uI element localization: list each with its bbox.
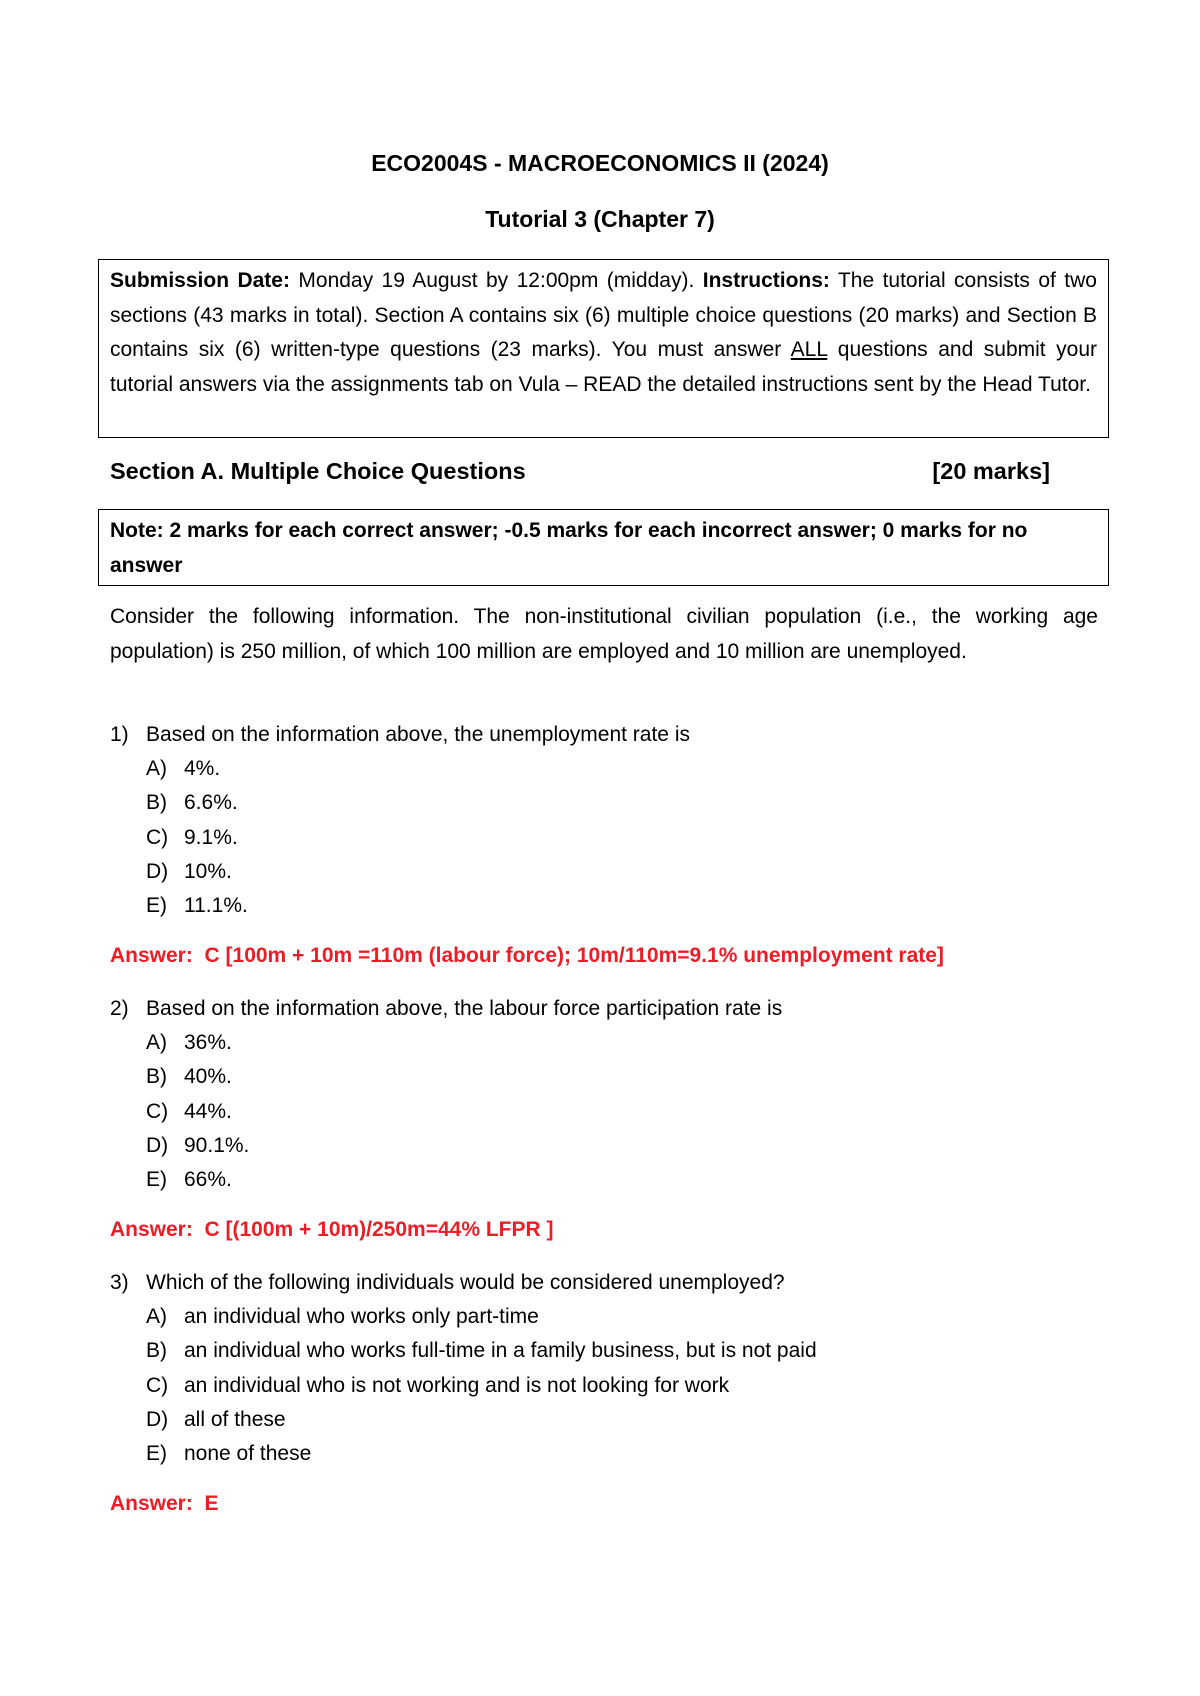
option-text: 44%. bbox=[184, 1099, 232, 1123]
option-letter: A) bbox=[146, 757, 167, 780]
option-text: all of these bbox=[184, 1407, 286, 1431]
option-text: an individual who is not working and is not looking for work bbox=[184, 1373, 730, 1397]
option-letter: B) bbox=[146, 791, 167, 815]
option-d bbox=[110, 855, 1100, 889]
option-text: 90.1%. bbox=[184, 1133, 250, 1157]
question-number: 2) bbox=[110, 997, 129, 1020]
option-d bbox=[110, 1403, 1100, 1437]
question-text: Based on the information above, the unemployment rate is bbox=[146, 723, 690, 746]
question-number: 3) bbox=[110, 1271, 129, 1294]
option-text: an individual who works only part-time bbox=[184, 1305, 539, 1328]
option-text: 9.1%. bbox=[184, 825, 238, 849]
option-letter: E) bbox=[146, 1168, 167, 1192]
option-letter: B) bbox=[146, 1339, 167, 1363]
instructions-label: Instructions: bbox=[702, 269, 830, 292]
option-letter: C) bbox=[146, 1373, 169, 1397]
section-a-title: Section A. Multiple Choice Questions bbox=[110, 458, 526, 484]
question-1 bbox=[110, 718, 1100, 923]
question-text: Based on the information above, the labour force participation rate is bbox=[146, 997, 783, 1020]
option-e bbox=[110, 889, 1100, 923]
marking-note-box: Note: 2 marks for each correct answer; -0.5 marks for each incorrect answer; 0 marks for no answer bbox=[98, 509, 1109, 586]
option-letter: B) bbox=[146, 1065, 167, 1089]
option-letter: A) bbox=[146, 1305, 167, 1328]
question-text: Which of the following individuals would be considered unemployed? bbox=[146, 1271, 785, 1294]
option-text: none of these bbox=[184, 1442, 312, 1466]
option-c bbox=[110, 1095, 1100, 1129]
option-e bbox=[110, 1163, 1100, 1197]
option-text: 11.1%. bbox=[184, 894, 248, 918]
option-c bbox=[110, 1369, 1100, 1403]
option-letter: C) bbox=[146, 1099, 169, 1123]
option-letter: E) bbox=[146, 894, 167, 918]
option-e bbox=[110, 1437, 1100, 1471]
submission-date-label: Submission Date: bbox=[110, 269, 290, 292]
section-a-marks: [20 marks] bbox=[932, 458, 1050, 484]
option-text: 66%. bbox=[184, 1168, 232, 1192]
question-2 bbox=[110, 992, 1100, 1197]
document-title: ECO2004S - MACROECONOMICS II (2024) bbox=[371, 150, 829, 176]
option-letter: A) bbox=[146, 1031, 167, 1054]
instructions-emphasis-all: ALL bbox=[790, 338, 828, 361]
answer-1: Answer: C [100m + 10m =110m (labour force); 10m/110m=9.1% unemployment rate] bbox=[110, 944, 944, 967]
document-subtitle: Tutorial 3 (Chapter 7) bbox=[485, 206, 715, 232]
option-letter: C) bbox=[146, 825, 169, 849]
option-text: 6.6%. bbox=[184, 791, 238, 815]
option-letter: E) bbox=[146, 1442, 167, 1466]
option-a bbox=[110, 752, 1100, 786]
submission-date-text: Monday 19 August by 12:00pm (midday). bbox=[289, 269, 703, 292]
option-b bbox=[110, 1060, 1100, 1094]
instructions-box bbox=[98, 259, 1109, 438]
option-text: 10%. bbox=[184, 859, 232, 883]
section-a-heading bbox=[110, 458, 1050, 485]
option-a bbox=[110, 1026, 1100, 1060]
instructions-text-part2: questions and submit your tutorial answers via the assignments tab on Vula – READ the detailed instructions sent by the Head Tutor. bbox=[110, 338, 1097, 396]
option-text: 36%. bbox=[184, 1031, 232, 1054]
option-letter: D) bbox=[146, 1133, 169, 1157]
question-3 bbox=[110, 1266, 1100, 1471]
answer-3: Answer: E bbox=[110, 1492, 219, 1515]
option-b bbox=[110, 786, 1100, 820]
instructions-text-part1: The tutorial consists of two sections (43 marks in total). Section A contains six (6) multiple choice questions (20 marks) and Section B contains six (6) written-type questions (23 marks). You must answer bbox=[110, 269, 1097, 361]
option-b bbox=[110, 1334, 1100, 1368]
option-text: an individual who works full-time in a family business, but is not paid bbox=[184, 1339, 817, 1363]
option-a bbox=[110, 1300, 1100, 1334]
option-c bbox=[110, 821, 1100, 855]
question-number: 1) bbox=[110, 723, 129, 746]
question-context-paragraph: Consider the following information. The non-institutional civilian population (i.e., the working age population) is 250 million, of which 100 million are employed and 10 million are unemployed. bbox=[110, 605, 1098, 663]
option-letter: D) bbox=[146, 1407, 169, 1431]
question-stem bbox=[110, 718, 1100, 752]
option-text: 4%. bbox=[184, 757, 221, 780]
question-stem bbox=[110, 992, 1100, 1026]
option-letter: D) bbox=[146, 859, 169, 883]
option-text: 40%. bbox=[184, 1065, 232, 1089]
option-d bbox=[110, 1129, 1100, 1163]
answer-2: Answer: C [(100m + 10m)/250m=44% LFPR ] bbox=[110, 1218, 554, 1241]
question-stem bbox=[110, 1266, 1100, 1300]
